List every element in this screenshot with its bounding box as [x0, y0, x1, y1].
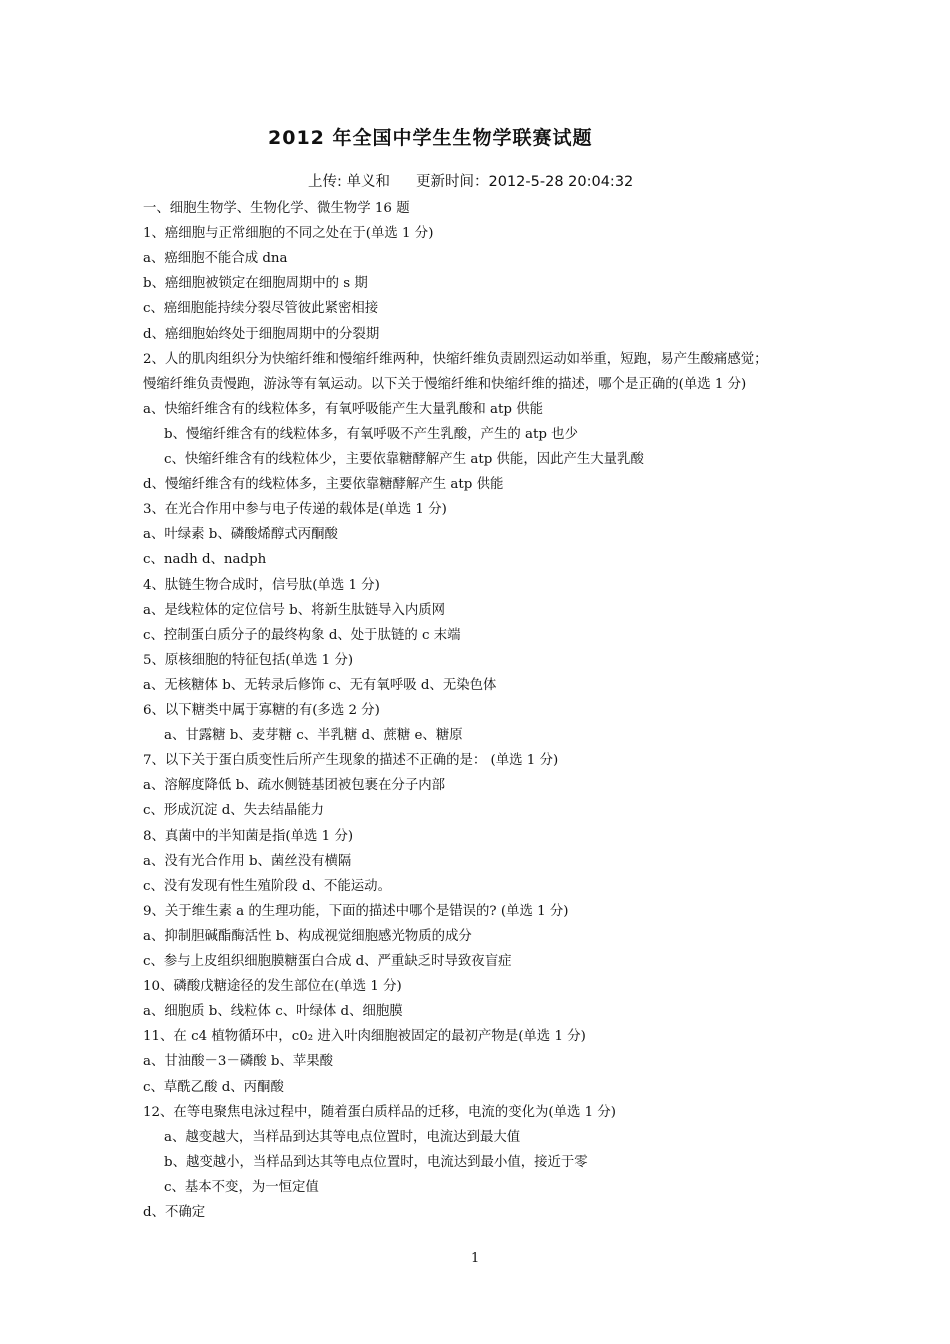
- text-line: 1、癌细胞与正常细胞的不同之处在于(单选 1 分): [143, 226, 434, 242]
- text-line: c、没有发现有性生殖阶段 d、不能运动。: [143, 878, 391, 894]
- text-line: a、细胞质 b、线粒体 c、叶绿体 d、细胞膜: [143, 1004, 403, 1020]
- text-line: a、是线粒体的定位信号 b、将新生肽链导入内质网: [143, 602, 446, 618]
- text-line: 10、磷酸戊糖途径的发生部位在(单选 1 分): [143, 979, 402, 995]
- text-line: 6、以下糖类中属于寡糖的有(多选 2 分): [143, 703, 380, 718]
- text-line: a、无核糖体 b、无转录后修饰 c、无有氧呼吸 d、无染色体: [143, 677, 497, 693]
- text-line: c、草酰乙酸 d、丙酮酸: [143, 1079, 284, 1095]
- document-title: 2012 年全国中学生生物学联赛试题: [268, 127, 593, 149]
- text-line: b、越变越小，当样品到达其等电点位置时，电流达到最小值，接近于零: [164, 1154, 588, 1170]
- text-line: a、抑制胆碱酯酶活性 b、构成视觉细胞感光物质的成分: [143, 928, 472, 944]
- text-line: a、甘油酸－3－磷酸 b、苹果酸: [143, 1054, 334, 1070]
- text-line: 2、人的肌肉组织分为快缩纤维和慢缩纤维两种，快缩纤维负责剧烈运动如举重，短跑，易产生酸痛感觉；: [143, 351, 768, 367]
- text-line: a、甘露糖 b、麦芽糖 c、半乳糖 d、蔗糖 e、糖原: [164, 728, 463, 744]
- text-line: 一、细胞生物学、生物化学、微生物学 16 题: [143, 201, 410, 216]
- text-line: 5、原核细胞的特征包括(单选 1 分): [143, 652, 354, 668]
- text-line: c、基本不变，为一恒定值: [164, 1179, 319, 1195]
- text-line: c、参与上皮组织细胞膜糖蛋白合成 d、严重缺乏时导致夜盲症: [143, 954, 512, 969]
- text-line: c、癌细胞能持续分裂尽管彼此紧密相接: [143, 301, 379, 317]
- text-line: 7、以下关于蛋白质变性后所产生现象的描述不正确的是： (单选 1 分): [143, 753, 559, 769]
- upload-meta: [308, 170, 633, 191]
- text-line: 4、肽链生物合成时，信号肽(单选 1 分): [143, 577, 380, 593]
- text-line: b、癌细胞被锁定在细胞周期中的 s 期: [143, 276, 368, 292]
- text-line: 8、真菌中的半知菌是指(单选 1 分): [143, 828, 354, 844]
- update-time-text: 更新时间：2012-5-28 20:04:32: [416, 174, 634, 190]
- text-line: a、越变越大，当样品到达其等电点位置时，电流达到最大值: [164, 1129, 521, 1145]
- text-line: d、不确定: [143, 1205, 206, 1220]
- text-line: 慢缩纤维负责慢跑，游泳等有氧运动。以下关于慢缩纤维和快缩纤维的描述，哪个是正确的(单选 1 分): [143, 376, 747, 392]
- text-line: c、快缩纤维含有的线粒体少，主要依靠糖酵解产生 atp 供能，因此产生大量乳酸: [164, 452, 644, 467]
- text-line: 11、在 c4 植物循环中，c0₂ 进入叶肉细胞被固定的最初产物是(单选 1 分): [143, 1029, 586, 1045]
- text-line: a、溶解度降低 b、疏水侧链基团被包裹在分子内部: [143, 778, 446, 794]
- text-line: 12、在等电聚焦电泳过程中，随着蛋白质样品的迁移，电流的变化为(单选 1 分): [143, 1104, 617, 1120]
- text-line: c、控制蛋白质分子的最终构象 d、处于肽链的 c 末端: [143, 627, 461, 643]
- text-line: a、没有光合作用 b、菌丝没有横隔: [143, 853, 352, 869]
- text-line: a、叶绿素 b、磷酸烯醇式丙酮酸: [143, 527, 338, 543]
- text-line: a、快缩纤维含有的线粒体多，有氧呼吸能产生大量乳酸和 atp 供能: [143, 401, 543, 417]
- text-line: a、癌细胞不能合成 dna: [143, 251, 288, 267]
- text-line: 9、关于维生素 a 的生理功能，下面的描述中哪个是错误的? (单选 1 分): [143, 903, 569, 919]
- text-line: 3、在光合作用中参与电子传递的载体是(单选 1 分): [143, 502, 447, 518]
- uploader-text: 上传: 单义和: [308, 174, 390, 190]
- text-line: d、癌细胞始终处于细胞周期中的分裂期: [143, 326, 380, 342]
- text-line: c、nadh d、nadph: [143, 552, 267, 568]
- text-line: b、慢缩纤维含有的线粒体多，有氧呼吸不产生乳酸，产生的 atp 也少: [164, 426, 578, 442]
- text-line: c、形成沉淀 d、失去结晶能力: [143, 803, 325, 819]
- text-line: d、慢缩纤维含有的线粒体多，主要依靠糖酵解产生 atp 供能: [143, 477, 504, 493]
- page-number: 1: [471, 1251, 480, 1266]
